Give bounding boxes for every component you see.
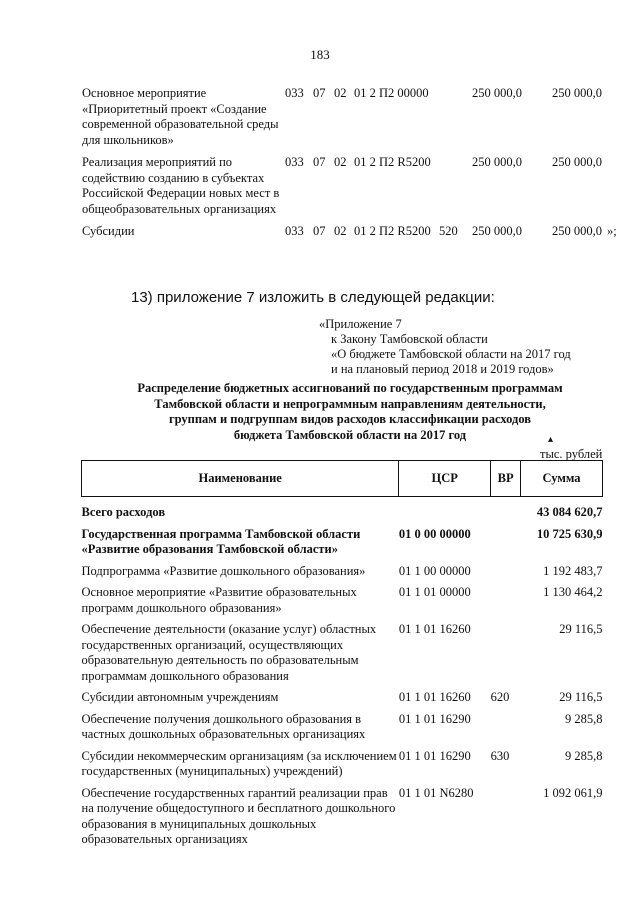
table-row [82, 527, 603, 564]
cell-name: Основное мероприятие «Развитие образовательных программ дошкольного образования» [81, 585, 357, 615]
row-grbs: 033 [285, 86, 304, 100]
table-row [82, 786, 603, 854]
row-name: Основное мероприятие «Приоритетный проект «Создание современной образовательной среды для школьников» [82, 86, 279, 147]
cell-csr: 01 1 01 16290 [398, 748, 471, 763]
previous-table-continuation [82, 86, 622, 247]
amendment-instruction: 13) приложение 7 изложить в следующей редакции: [131, 289, 495, 306]
cell-sum: 43 084 620,7 [536, 505, 603, 519]
cell-vr [491, 786, 521, 854]
row-grbs: 033 [285, 155, 304, 169]
cell-vr [491, 527, 521, 564]
cell-name: Обеспечение получения дошкольного образования в частных дошкольных образовательных организациях [81, 711, 366, 741]
table-row [82, 749, 603, 786]
title-line: бюджета Тамбовской области на 2017 год [233, 427, 467, 442]
cell-vr [491, 712, 521, 749]
cell-csr: 01 1 01 00000 [398, 585, 471, 599]
cell-csr: 01 0 00 00000 [398, 526, 471, 541]
cell-vr [491, 497, 521, 527]
cell-sum: 9 285,8 [565, 748, 603, 763]
appendix-line: к Закону Тамбовской области [331, 332, 488, 346]
cell-sum: 29 116,5 [559, 622, 603, 636]
row-csr: 01 2 П2 00000 [354, 86, 429, 100]
document-title [80, 381, 620, 443]
title-line: Распределение бюджетных ассигнований по государственным программам [137, 381, 563, 395]
cell-vr: 620 [490, 690, 510, 704]
table-row [82, 564, 603, 586]
cell-name: Государственная программа Тамбовской области «Развитие образования Тамбовской области» [81, 526, 361, 556]
table-row [82, 622, 603, 690]
row-pr: 02 [334, 86, 347, 100]
row-rz: 07 [313, 86, 326, 100]
cell-csr: 01 1 01 N6280 [398, 785, 474, 800]
scan-mark: ▴ [548, 434, 554, 445]
table-row [82, 712, 603, 749]
row-grbs: 033 [285, 224, 304, 238]
table-row [82, 497, 603, 527]
table-row [82, 690, 603, 712]
appendix-line: и на плановый период 2018 и 2019 годов» [331, 362, 554, 376]
row-amount-2018: 250 000,0 [472, 155, 522, 169]
cell-sum: 1 130 464,2 [543, 585, 603, 599]
row-name: Субсидии [82, 224, 135, 238]
cell-vr [491, 564, 521, 586]
cell-sum: 1 092 061,9 [543, 785, 603, 800]
table-row [82, 155, 622, 217]
row-amount-2019: 250 000,0 [552, 224, 602, 238]
row-csr: 01 2 П2 R5200 [354, 155, 431, 169]
cell-csr: 01 1 01 16260 [398, 690, 471, 704]
cell-sum: 1 192 483,7 [543, 563, 603, 578]
cell-name: Субсидии некоммерческим организациям (за исключением государственных (муниципальных) учреждений) [81, 748, 397, 778]
row-rz: 07 [313, 155, 326, 169]
row-rz: 07 [313, 224, 326, 238]
cell-name: Обеспечение деятельности (оказание услуг) областных государственных организаций, осуществляющих образовательную деятельность по образовательным программам дошкольного образования [81, 622, 377, 683]
title-line: группам и подгруппам видов расходов классификации расходов [168, 412, 532, 426]
row-csr: 01 2 П2 R5200 [354, 224, 431, 238]
header-vr: ВР [491, 461, 521, 497]
row-amount-2018: 250 000,0 [472, 224, 522, 238]
row-tail: »; [607, 224, 617, 238]
table-header-row [82, 461, 603, 497]
cell-name: Подпрограмма «Развитие дошкольного образования» [81, 563, 366, 578]
header-sum: Сумма [521, 461, 603, 497]
row-pr: 02 [334, 155, 347, 169]
title-line: Тамбовской области и непрограммным направлениям деятельности, [154, 396, 546, 411]
row-amount-2018: 250 000,0 [472, 86, 522, 100]
units-label: тыс. рублей [540, 447, 603, 461]
table-row [82, 86, 622, 148]
cell-csr: 01 1 00 00000 [398, 563, 471, 578]
cell-name: Всего расходов [81, 505, 166, 519]
cell-sum: 9 285,8 [565, 711, 603, 726]
table-row [82, 224, 622, 240]
cell-name: Субсидии автономным учреждениям [81, 690, 279, 704]
row-amount-2019: 250 000,0 [552, 155, 602, 169]
budget-table [81, 460, 603, 854]
table-row [82, 585, 603, 622]
row-pr: 02 [334, 224, 347, 238]
cell-vr: 630 [490, 748, 510, 763]
header-csr: ЦСР [399, 461, 491, 497]
row-name: Реализация мероприятий по содействию созданию в субъектах Российской Федерации новых мест в общеобразовательных организациях [82, 155, 280, 216]
cell-csr [399, 497, 491, 527]
row-vr: 520 [439, 224, 458, 238]
cell-vr [491, 622, 521, 690]
page-number: 183 [310, 47, 330, 62]
appendix-header [319, 317, 571, 377]
header-name: Наименование [82, 461, 399, 497]
row-amount-2019: 250 000,0 [552, 86, 602, 100]
cell-name: Обеспечение государственных гарантий реализации прав на получение общедоступного и бесплатного дошкольного образования в муниципальных дошкольных образовательных организациях [81, 785, 396, 846]
cell-csr: 01 1 01 16260 [398, 622, 471, 636]
cell-vr [491, 585, 521, 622]
appendix-line: «Приложение 7 [319, 317, 402, 331]
cell-sum: 10 725 630,9 [536, 526, 603, 541]
appendix-line: «О бюджете Тамбовской области на 2017 год [331, 347, 571, 361]
cell-csr: 01 1 01 16290 [398, 711, 471, 726]
cell-sum: 29 116,5 [559, 690, 603, 704]
